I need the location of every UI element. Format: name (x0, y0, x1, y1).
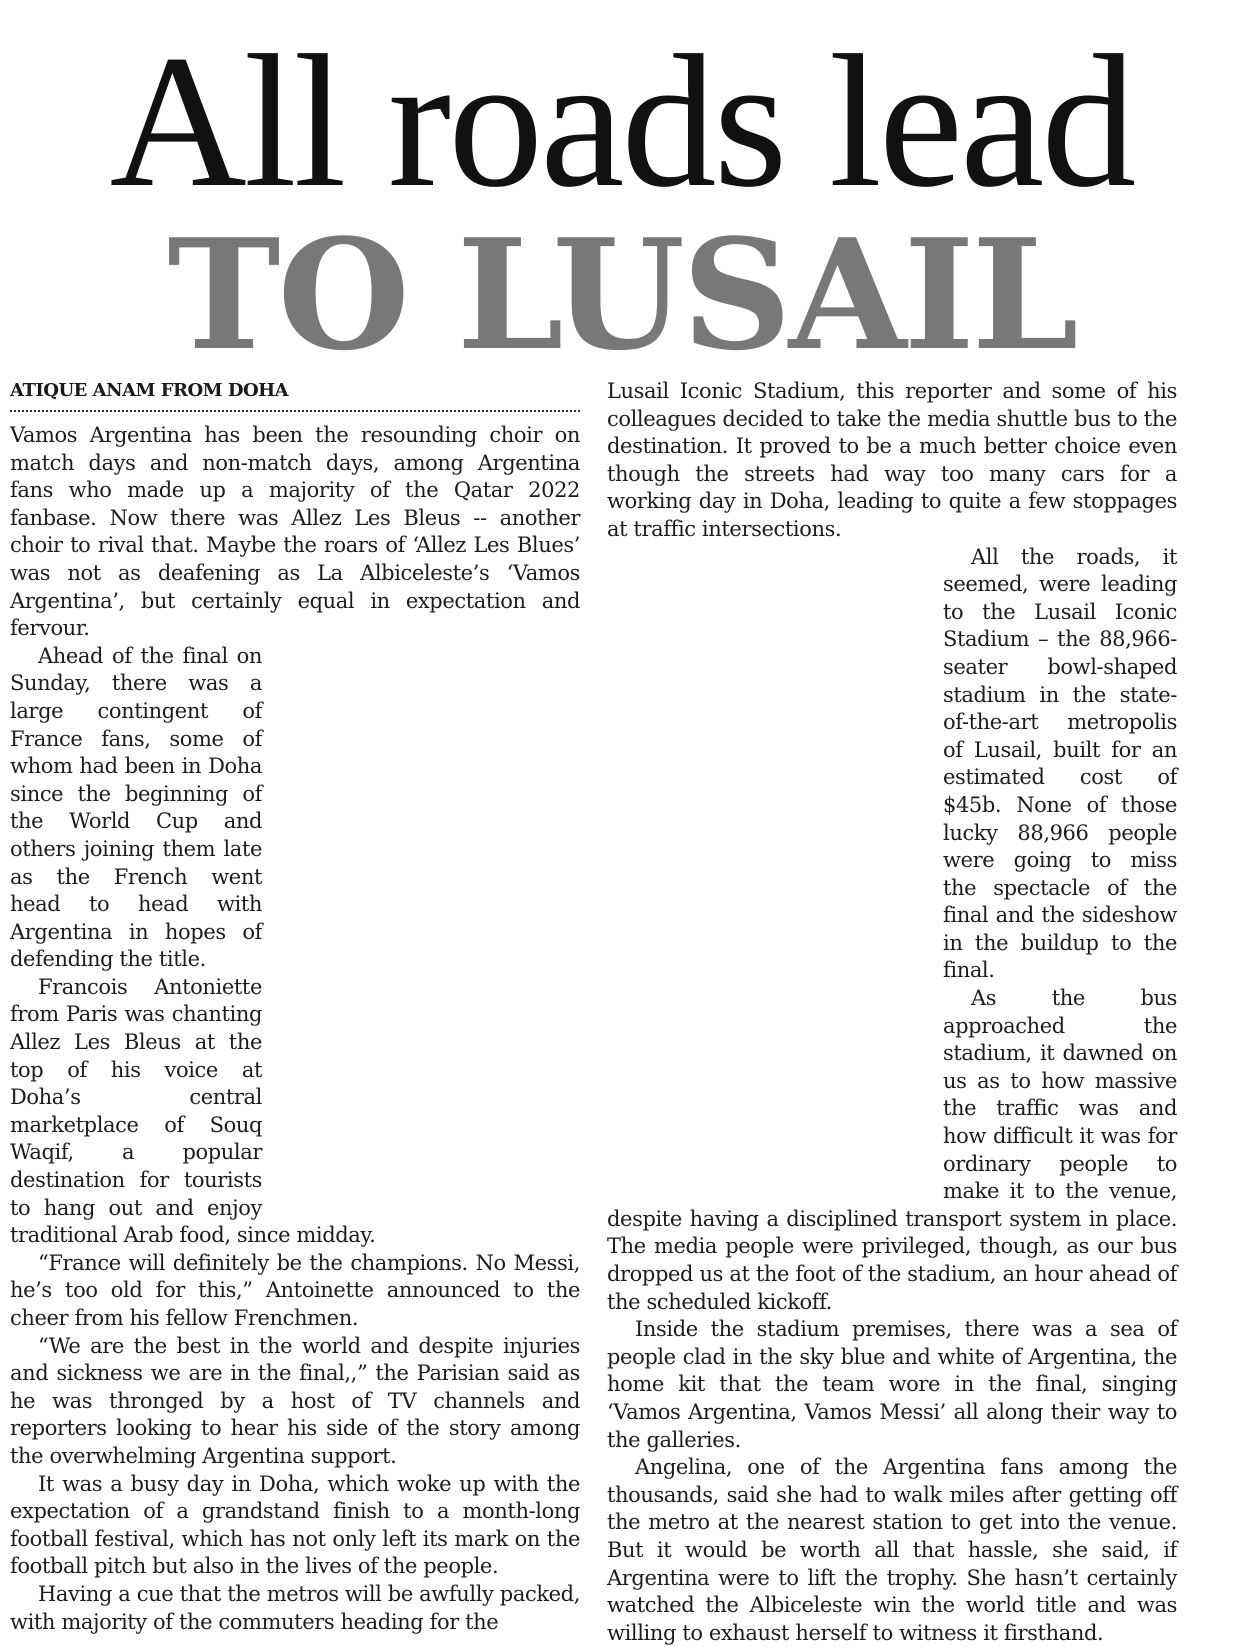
paragraph: It was a busy day in Doha, which woke up with the expectation of a grandstand finish to a month-long football festival, which has not only left its mark on the football pitch but also in the lives of the people. (10, 1471, 580, 1579)
headline (0, 17, 1243, 385)
photo-space-right (607, 709, 943, 1179)
paragraph: Lusail Iconic Stadium, this reporter and some of his colleagues decided to take the media shuttle bus to the destination. It proved to be a much better choice even though the streets had way too many cars for a working day in Doha, leading to quite a few stoppages at traffic intersections. (607, 379, 1177, 541)
paragraph: “We are the best in the world and despite injuries and sickness we are in the final,,” the Parisian said as he was thronged by a host of TV channels and reporters looking to hear his side of the story among the overwhelming Argentina support. (10, 1333, 580, 1468)
photo-space-left (262, 725, 580, 1221)
paragraph: Inside the stadium premises, there was a sea of people clad in the sky blue and white of Argentina, the home kit that the team wore in the final, singing ‘Vamos Argentina, Vamos Messi’ all along their way to the galleries. (607, 1317, 1177, 1452)
paragraph: Having a cue that the metros will be awfully packed, with majority of the commuters heading for the (10, 1581, 580, 1634)
article-column-right (607, 378, 1177, 1647)
paragraph: All the roads, it seemed, were leading to the Lusail Iconic Stadium – the 88,966-seater bowl-shaped stadium in the state-of-the-art metropolis of Lusail, built for an estimated cost of $45b. None of those lucky 88,966 people were going to miss the spectacle of the final and the sideshow in the buildup to the final. (943, 544, 1177, 983)
paragraph: “France will definitely be the champions. No Messi, he’s too old for this,” Antoinette announced to the cheer from his fellow Frenchmen. (10, 1250, 580, 1330)
headline-line-1: All roads lead (109, 17, 1134, 227)
article-column-left (10, 378, 580, 1636)
paragraph: Francois Antoniette from Paris was chanting Allez Les Bleus at the top of his voice at Doha’s central marketplace of Souq Waqif, a popular destination for tourists to hang out and enjoy traditional Arab food, since midday. (10, 974, 376, 1248)
paragraph: Ahead of the final on Sunday, there was a large contingent of France fans, some of whom had been in Doha since the beginning of the World Cup and others joining them late as the French went head to head with Argentina in hopes of defending the title. (10, 643, 262, 972)
headline-line-2: TO LUSAIL (167, 205, 1076, 384)
paragraph: Angelina, one of the Argentina fans among the thousands, said she had to walk miles after getting off the metro at the nearest station to get into the venue. But it would be worth all that hassle, she said, if Argentina were to lift the trophy. She hasn’t certainly watched the Albiceleste win the world title and was willing to exhaust herself to witness it firsthand. (607, 1455, 1177, 1645)
paragraph: Vamos Argentina has been the resounding choir on match days and non-match days, among Argentina fans who made up a majority of the Qatar 2022 fanbase. Now there was Allez Les Bleus -- another choir to rival that. Maybe the roars of ‘Allez Les Blues’ was not as deafening as La Albiceleste’s ‘Vamos Argentina’, but certainly equal in expectation and fervour. (10, 423, 580, 641)
byline: ATIQUE ANAM FROM DOHA (10, 378, 580, 412)
paragraph: As the bus approached the stadium, it dawned on us as to how massive the traffic was and how difficult it was for ordinary people to make it to the venue, despite having a disciplined transport system in place. The media people were privileged, though, as our bus dropped us at the foot of the stadium, an hour ahead of the scheduled kickoff. (607, 986, 1177, 1314)
